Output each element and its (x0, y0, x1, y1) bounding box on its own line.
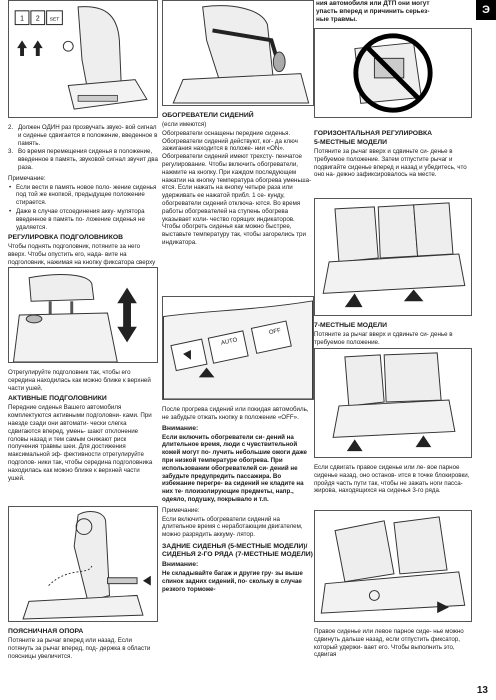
last-block (314, 628, 472, 660)
horizontal-block (314, 130, 472, 180)
seven-block (314, 322, 472, 348)
heater-title: ОБОГРЕВАТЕЛИ СИДЕНИЙ (162, 112, 254, 119)
horizontal-title: ГОРИЗОНТАЛЬНАЯ РЕГУЛИРОВКА (314, 130, 433, 137)
heater-note-text: Если включить обогреватели сидений на длительное время с неработающим двигателем, можно разрядить аккуму- лятор. (162, 515, 303, 539)
rear-warning-title: Внимание: (162, 560, 199, 568)
heater-block (162, 112, 314, 248)
memory-step (8, 148, 158, 171)
warning-line: ния автомобиля или ДТП они могут (316, 0, 430, 7)
headrest-text: Чтобы поднять подголовник, потяните за него вверх. Чтобы опустить его, нада- вите на подголовник, нажимая на кнопку фиксатора сверху (8, 243, 156, 266)
five-seat-figure (314, 198, 472, 316)
seven-seat-figure (314, 348, 472, 458)
section-tab: Э (476, 0, 496, 20)
heater-after-block (162, 406, 314, 594)
note-title: Примечание: (8, 174, 46, 182)
step-text: Во время перемещения сиденья в положение, введенное в память, звуковой сигнал звучит два раза. (18, 148, 158, 171)
headrest-title: РЕГУЛИРОВКА ПОДГОЛОВНИКОВ (8, 234, 124, 242)
headrest-figure (8, 267, 158, 363)
heater-subtitle: (если имеются) (162, 121, 207, 128)
side-text: Если сдвигать правое сиденье или ле- вое парное сиденье назад, оно останов- ится в точке блокировки, пройдя часть пути так, чтобы не зажать ноги пасса- жирова, находящихся на сиденья 3-го ряда. (314, 464, 470, 495)
headrest-caption-block (8, 369, 158, 483)
five-seat-text: Потяните за рычаг вверх и сдвиньте си- денье в требуемое положение. Затем отпустите рычаг и подвигайте сиденье вперед и назад и убедитесь, что оно на- дежно зафиксировалось на месте. (314, 148, 467, 179)
step-number: 3. (8, 148, 14, 156)
luggage-prohibition-figure (314, 28, 472, 118)
page-number: 13 (476, 685, 488, 696)
auto-button-label: AUTO (220, 337, 239, 347)
note-bullet: • Даже в случае отсоединения акку- мулятора введенное в память по- ложение сиденья не удаляется. (8, 208, 158, 231)
top-warning-continuation (316, 0, 472, 23)
active-headrest-title: АКТИВНЫЕ ПОДГОЛОВНИКИ (8, 395, 107, 403)
active-headrest-text: Передние сиденья Вашего автомобиля комплектуются активными подголовни- ками. При наезде сзади они автомати- чески слегка сдвигаются вперед, умень- шают отклонение головы назад и тем самым снижают риск получения травмы шеи. Для достижения максимальной эф- фективности отрегулируйте подголов- ники так, чтобы середина подголовника находилась как можно ближе к верхней части ушей. (8, 404, 153, 482)
last-text: Правое сиденье или левое парное сиде- нье можно сдвинуть дальше назад, если отпустить фиксатор, который удержи- вает его. Чтобы выполнить это, сдвигая (314, 628, 464, 659)
heater-text: Обогреватели оснащены передние сиденья. Обогреватели сидений действуют, ког- да ключ зажигания находится в положе- нии «ON». Обогреватели сидений имеют трехсту- пенчатое регулирование. Чтобы включить обогреватели, нажмите на кнопку. При каждом последующем нажатии на кнопку температура обогрева уменьша- ется. Если нажать на кнопку четыре раза или удерживать ее нажатой прибл. 1 се- кунду, обогреватели сидений отключа- ются. Во время работы обогревателей на ступень обогрева указывает коли- чество горящих индикаторов. Чтобы обогреть сиденья как можно быстрее, выставьте температуру так, чтобы загорелись три индикатора. (162, 129, 312, 246)
warning-line: ные травмы. (316, 15, 358, 23)
heater-warning-title: Внимание: (162, 424, 199, 432)
svg-text:1: 1 (20, 15, 24, 23)
five-seat-title: 5-МЕСТНЫЕ МОДЕЛИ (314, 139, 388, 146)
after-heat-text: После прогрева сидений или покидая автомобиль, не забудьте отжать кнопку в положение «OFF». (162, 406, 309, 421)
side-block (314, 464, 472, 496)
rear-seats-title: ЗАДНИЕ СИДЕНЬЯ (5-МЕСТНЫЕ МОДЕЛИ)/СИДЕНЬЯ 2-ГО РЯДА (7-МЕСТНЫЕ МОДЕЛИ) (162, 542, 313, 558)
memory-step (8, 124, 158, 147)
lumbar-block (8, 628, 158, 661)
seat-belt-figure (162, 0, 314, 106)
memory-seat-figure (8, 0, 158, 118)
note-bullet: • Если вести в память новое поло- жение сиденья под той же кнопкой, предыдущее положение стирается. (8, 184, 158, 207)
step-text: Должен ОДИН раз прозвучать звуко- вой сигнал и сиденье сдвигается в положение, введенное в память. (18, 124, 158, 147)
heater-note-title: Примечание: (162, 506, 200, 514)
rear-warning-text: Не складывайте багаж и другие гру- зы выше спинок задних сидений, по- скольку в случае резкого торможе- (162, 569, 303, 593)
seven-seat-title: 7-МЕСТНЫЕ МОДЕЛИ (314, 322, 388, 329)
lumbar-figure (8, 506, 158, 622)
headrest-caption: Отрегулируйте подголовник так, чтобы его середина находилась как можно ближе к верхней части ушей. (8, 369, 151, 392)
heater-buttons-figure (162, 296, 314, 400)
seven-seat-text: Потяните за рычаг вверх и сдвиньте си- денье в требуемое положение. (314, 331, 453, 346)
step-number: 2. (8, 124, 14, 131)
warning-line: упасть вперед и причинить серьез- (316, 7, 430, 15)
svg-text:SET: SET (49, 17, 60, 23)
svg-text:2: 2 (35, 15, 40, 23)
memory-steps (8, 124, 158, 276)
off-button-label: OFF (268, 327, 282, 337)
third-row-figure (314, 510, 472, 622)
lumbar-text: Потяните за рычаг вперед или назад. Если потянуть за рычаг вперед, под- держка в области поясницы увеличится. (8, 637, 151, 660)
lumbar-title: ПОЯСНИЧНАЯ ОПОРА (8, 628, 84, 635)
heater-warning-text: Если включить обогреватели си- дений на длительное время, люди с чувствительной кожей могут по- лучить небольшие ожоги даже при низкой температуре обогрева. При использовании обогревателей си- дений не забудьте предупредить пассажира. Во избежание перегре- ва сидений не кладите на них те- плоизолирующие предметы, напр., одеяло, подушку, покрывало и т.п. (162, 433, 307, 503)
